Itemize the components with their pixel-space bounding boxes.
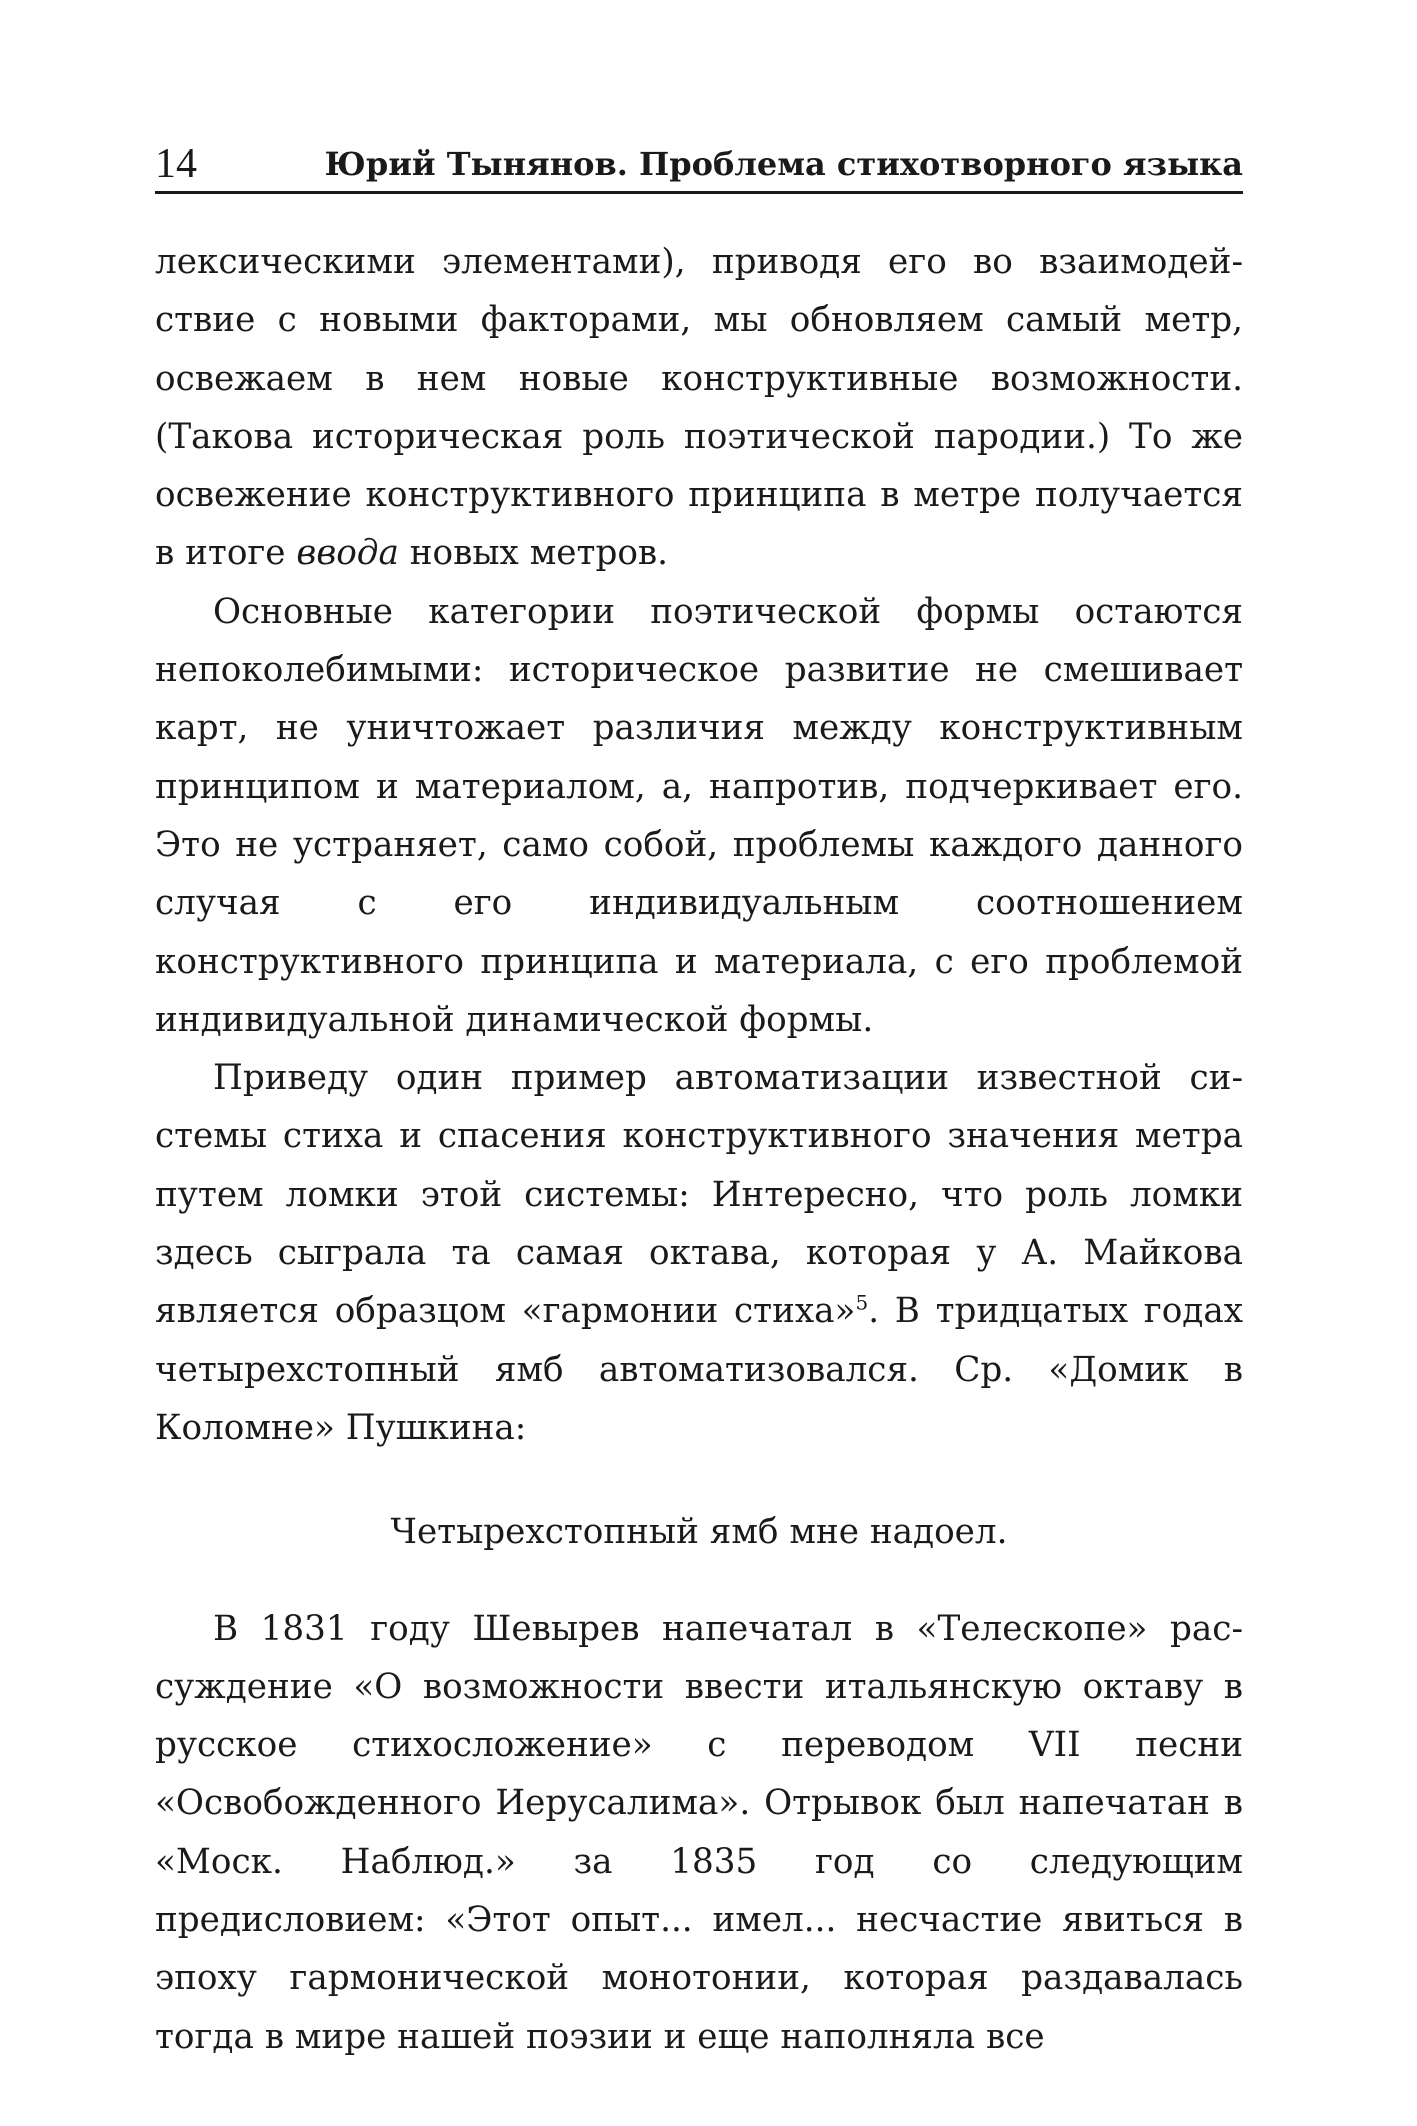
body-text (155, 233, 1243, 2066)
paragraph-3-end: . В тридцатых годах четырехстопный ямб автоматизовался. Ср. «Домик в Коломне» Пушкина: (155, 1291, 1243, 1448)
paragraph-3-text: Приведу один пример автоматизации известной системы стиха и спасения конструктивного значения метра путем ломки этой системы: Интересно, что роль ломки здесь сыграла та самая октава, которая у А. Майкова является образцом «гармонии стиха» (155, 1058, 1243, 1332)
footnote-reference: 5 (855, 1290, 869, 1315)
paragraph-3 (155, 1049, 1243, 1457)
running-title: Юрий Тынянов. Проблема стихотворного языка (324, 145, 1243, 183)
emphasis-word: ввода (296, 533, 399, 574)
paragraph-4: В 1831 году Шевырев напечатал в «Телескопе» рассуждение «О возможности ввести итальянскую октаву в русское стихосложение» с переводом VII песни «Освобожденного Иерусалима». Отрывок был напечатан в «Моск. Наблюд.» за 1835 год со следующим предисловием: «Этот опыт... имел... несчастие явиться в эпоху гармонической монотонии, которая раздавалась тогда в мире нашей поэзии и еще наполняла все (155, 1608, 1243, 2057)
running-header (155, 134, 1243, 194)
verse-quote: Четырехстопный ямб мне надоел. (390, 1512, 1008, 1553)
paragraph-1 (155, 233, 1243, 583)
paragraph-1-text: лексическими элементами), приводя его во взаимодействие с новыми факторами, мы обновляем самый метр, освежаем в нем новые конструктивные возможности. (Такова историческая роль поэтической пародии.) То же освежение конструктивного принципа в метре получается в итоге (155, 242, 1243, 574)
page-number: 14 (155, 141, 197, 187)
paragraph-1-end: новых метров. (398, 533, 669, 574)
book-page (155, 0, 1243, 2126)
paragraph-2: Основные категории поэтической формы остаются непоколебимыми: историческое развитие не смешивает карт, не уничтожает различия между конструктивным принципом и материалом, а, напротив, подчеркивает его. Это не устраняет, само собой, проблемы каждого данного случая с его индивидуальным соотношением конструктивного принципа и материала, с его проблемой индивидуальной динамической формы. (155, 591, 1243, 1040)
